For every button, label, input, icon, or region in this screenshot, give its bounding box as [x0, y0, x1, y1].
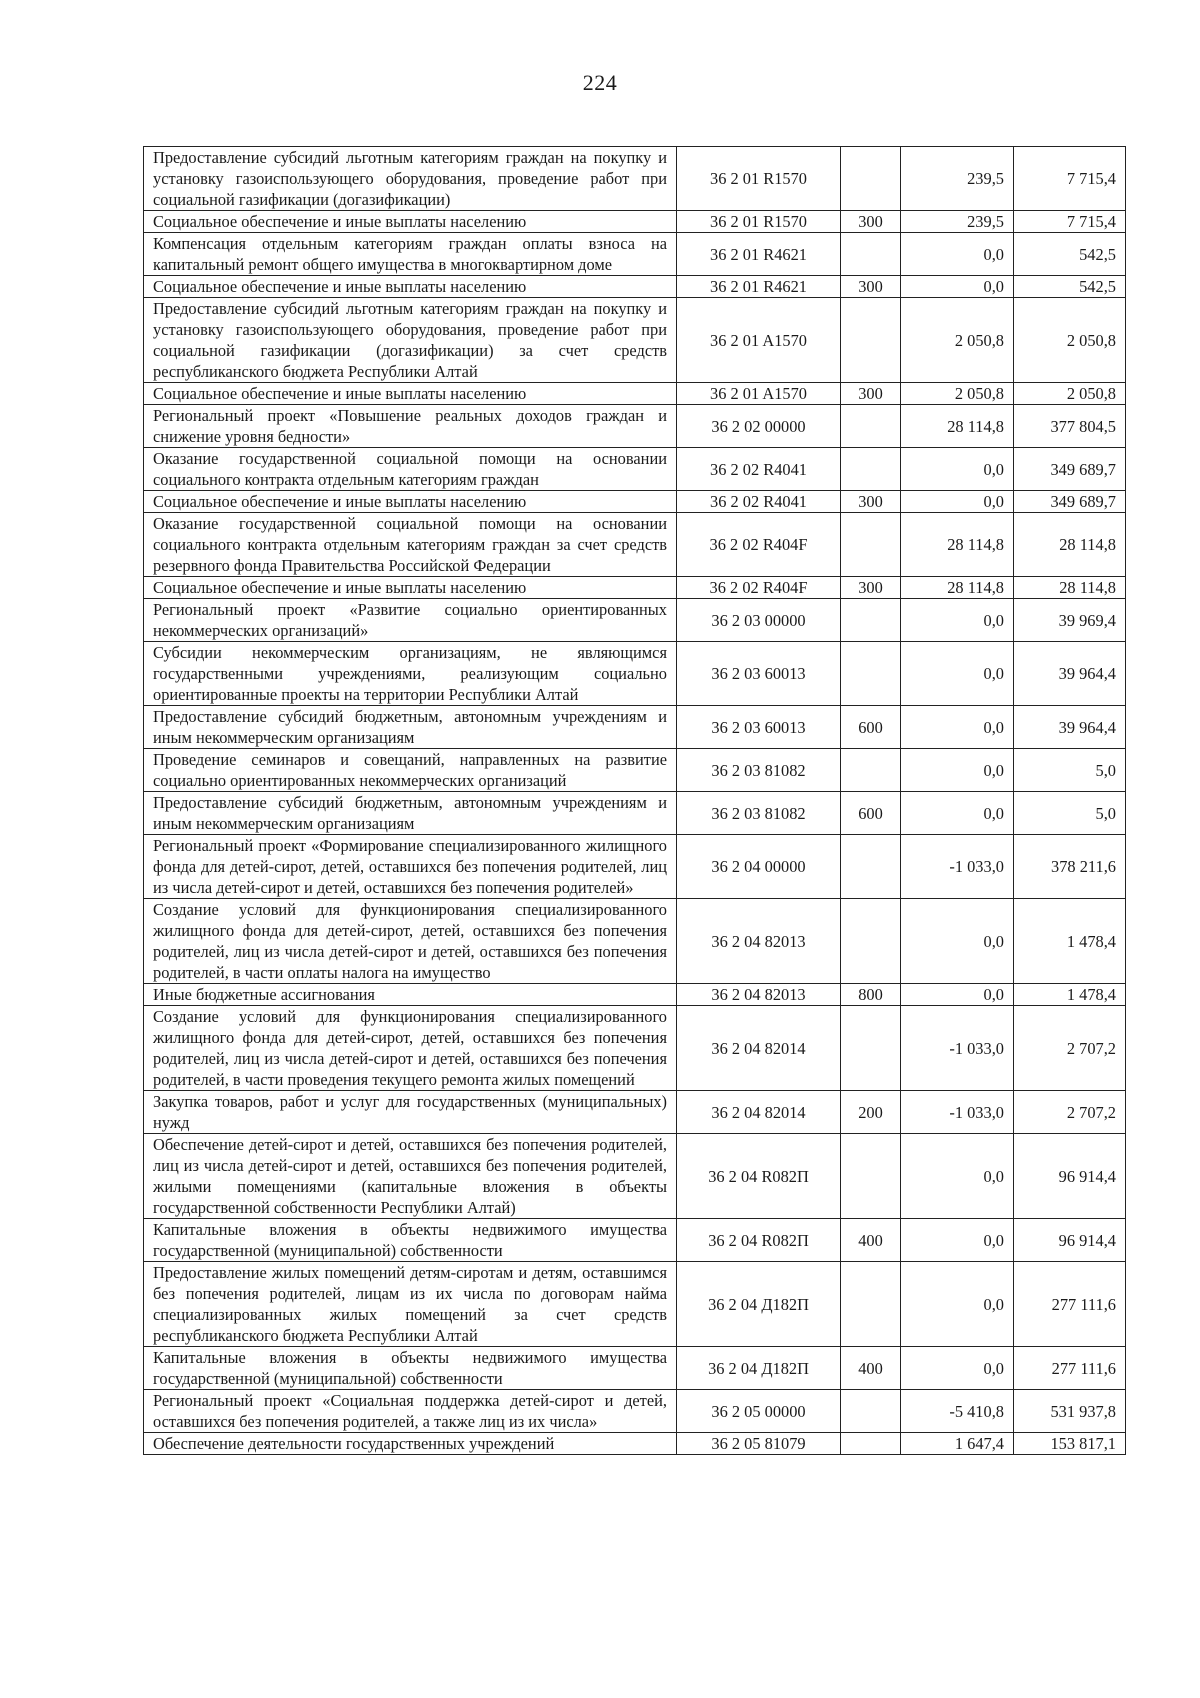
row-target-code: 36 2 01 R1570 [677, 147, 841, 211]
table-row [144, 899, 1126, 984]
row-target-code: 36 2 04 82013 [677, 899, 841, 984]
table-row [144, 513, 1126, 577]
row-target-code: 36 2 02 R404F [677, 513, 841, 577]
row-expense-type [841, 147, 901, 211]
row-description: Субсидии некоммерческим организациям, не являющимся государственными учреждениями, реализующим социально ориентированные проекты на территории Республики Алтай [144, 642, 677, 706]
row-description: Региональный проект «Развитие социально ориентированных некоммерческих организаций» [144, 599, 677, 642]
row-amount-total: 277 111,6 [1014, 1262, 1126, 1347]
row-target-code: 36 2 01 R4621 [677, 233, 841, 276]
row-description: Капитальные вложения в объекты недвижимого имущества государственной (муниципальной) собственности [144, 1219, 677, 1262]
row-amount-change: 0,0 [901, 233, 1014, 276]
table-row [144, 233, 1126, 276]
row-amount-change: 0,0 [901, 749, 1014, 792]
row-expense-type: 600 [841, 792, 901, 835]
row-amount-total: 28 114,8 [1014, 513, 1126, 577]
table-row [144, 749, 1126, 792]
table-row [144, 984, 1126, 1006]
row-amount-change: 2 050,8 [901, 383, 1014, 405]
row-target-code: 36 2 04 82014 [677, 1091, 841, 1134]
row-expense-type: 800 [841, 984, 901, 1006]
row-expense-type [841, 1433, 901, 1455]
row-expense-type [841, 1262, 901, 1347]
row-expense-type: 400 [841, 1347, 901, 1390]
row-amount-total: 153 817,1 [1014, 1433, 1126, 1455]
row-amount-total: 7 715,4 [1014, 147, 1126, 211]
row-amount-change: 0,0 [901, 984, 1014, 1006]
row-target-code: 36 2 04 Д182П [677, 1347, 841, 1390]
row-description: Капитальные вложения в объекты недвижимого имущества государственной (муниципальной) собственности [144, 1347, 677, 1390]
row-description: Социальное обеспечение и иные выплаты населению [144, 383, 677, 405]
row-target-code: 36 2 04 R082П [677, 1134, 841, 1219]
row-amount-total: 349 689,7 [1014, 448, 1126, 491]
row-amount-total: 2 707,2 [1014, 1091, 1126, 1134]
row-amount-change: 0,0 [901, 1262, 1014, 1347]
row-target-code: 36 2 04 00000 [677, 835, 841, 899]
row-target-code: 36 2 05 81079 [677, 1433, 841, 1455]
row-target-code: 36 2 01 A1570 [677, 298, 841, 383]
row-expense-type [841, 1390, 901, 1433]
row-amount-change: 239,5 [901, 147, 1014, 211]
row-target-code: 36 2 03 81082 [677, 792, 841, 835]
row-target-code: 36 2 02 R404F [677, 577, 841, 599]
row-amount-change: -1 033,0 [901, 1006, 1014, 1091]
row-amount-change: -5 410,8 [901, 1390, 1014, 1433]
row-amount-change: -1 033,0 [901, 1091, 1014, 1134]
row-amount-change: 0,0 [901, 642, 1014, 706]
row-target-code: 36 2 01 R4621 [677, 276, 841, 298]
row-expense-type [841, 298, 901, 383]
row-amount-total: 2 050,8 [1014, 383, 1126, 405]
row-description: Оказание государственной социальной помощи на основании социального контракта отдельным категориям граждан [144, 448, 677, 491]
row-expense-type: 300 [841, 211, 901, 233]
row-amount-change: 239,5 [901, 211, 1014, 233]
row-description: Социальное обеспечение и иные выплаты населению [144, 211, 677, 233]
row-amount-total: 277 111,6 [1014, 1347, 1126, 1390]
row-description: Предоставление субсидий льготным категориям граждан на покупку и установку газоиспользующего оборудования, проведение работ при социальной газификации (догазификации) [144, 147, 677, 211]
table-row [144, 298, 1126, 383]
table-row [144, 1219, 1126, 1262]
row-description: Предоставление субсидий бюджетным, автономным учреждениям и иным некоммерческим организациям [144, 792, 677, 835]
row-expense-type [841, 835, 901, 899]
table-row [144, 1091, 1126, 1134]
row-amount-change: 0,0 [901, 1134, 1014, 1219]
table-row [144, 276, 1126, 298]
row-target-code: 36 2 04 82013 [677, 984, 841, 1006]
row-description: Социальное обеспечение и иные выплаты населению [144, 577, 677, 599]
row-target-code: 36 2 04 Д182П [677, 1262, 841, 1347]
table-row [144, 383, 1126, 405]
table-row [144, 835, 1126, 899]
row-expense-type [841, 749, 901, 792]
row-amount-change: 0,0 [901, 1347, 1014, 1390]
row-target-code: 36 2 03 60013 [677, 706, 841, 749]
row-description: Обеспечение деятельности государственных учреждений [144, 1433, 677, 1455]
row-amount-total: 542,5 [1014, 276, 1126, 298]
row-expense-type [841, 1006, 901, 1091]
table-row [144, 706, 1126, 749]
row-amount-total: 2 707,2 [1014, 1006, 1126, 1091]
budget-table-body [144, 147, 1126, 1455]
row-expense-type [841, 448, 901, 491]
row-description: Региональный проект «Социальная поддержка детей-сирот и детей, оставшихся без попечения родителей, а также лиц из их числа» [144, 1390, 677, 1433]
row-amount-total: 39 969,4 [1014, 599, 1126, 642]
row-amount-change: 0,0 [901, 448, 1014, 491]
table-row [144, 448, 1126, 491]
row-amount-change: 1 647,4 [901, 1433, 1014, 1455]
row-amount-total: 28 114,8 [1014, 577, 1126, 599]
table-row [144, 1433, 1126, 1455]
row-amount-change: -1 033,0 [901, 835, 1014, 899]
row-description: Оказание государственной социальной помощи на основании социального контракта отдельным категориям граждан за счет средств резервного фонда Правительства Российской Федерации [144, 513, 677, 577]
table-row [144, 405, 1126, 448]
row-expense-type [841, 1134, 901, 1219]
table-row [144, 1262, 1126, 1347]
table-row [144, 211, 1126, 233]
row-amount-total: 39 964,4 [1014, 642, 1126, 706]
row-target-code: 36 2 04 R082П [677, 1219, 841, 1262]
row-expense-type [841, 233, 901, 276]
row-amount-change: 0,0 [901, 276, 1014, 298]
row-description: Проведение семинаров и совещаний, направленных на развитие социально ориентированных некоммерческих организаций [144, 749, 677, 792]
row-target-code: 36 2 03 00000 [677, 599, 841, 642]
row-target-code: 36 2 05 00000 [677, 1390, 841, 1433]
row-amount-change: 28 114,8 [901, 513, 1014, 577]
row-amount-change: 0,0 [901, 706, 1014, 749]
row-description: Предоставление жилых помещений детям-сиротам и детям, оставшимся без попечения родителей, лицам из их числа по договорам найма специализированных жилых помещений за счет средств республиканского бюджета Республики Алтай [144, 1262, 677, 1347]
row-description: Закупка товаров, работ и услуг для государственных (муниципальных) нужд [144, 1091, 677, 1134]
page-number: 224 [582, 70, 618, 95]
row-target-code: 36 2 02 R4041 [677, 491, 841, 513]
table-row [144, 792, 1126, 835]
row-expense-type: 200 [841, 1091, 901, 1134]
row-target-code: 36 2 02 00000 [677, 405, 841, 448]
row-amount-total: 39 964,4 [1014, 706, 1126, 749]
table-row [144, 491, 1126, 513]
row-amount-total: 1 478,4 [1014, 899, 1126, 984]
row-description: Региональный проект «Формирование специализированного жилищного фонда для детей-сирот, детей, оставшихся без попечения родителей, лиц из числа детей-сирот и детей, оставшихся без попечения родителей» [144, 835, 677, 899]
row-amount-total: 349 689,7 [1014, 491, 1126, 513]
row-description: Предоставление субсидий льготным категориям граждан на покупку и установку газоиспользующего оборудования, проведение работ при социальной газификации (догазификации) за счет средств республиканского бюджета Республики Алтай [144, 298, 677, 383]
row-description: Региональный проект «Повышение реальных доходов граждан и снижение уровня бедности» [144, 405, 677, 448]
row-expense-type: 300 [841, 577, 901, 599]
table-row [144, 577, 1126, 599]
table-row [144, 1006, 1126, 1091]
row-description: Компенсация отдельным категориям граждан оплаты взноса на капитальный ремонт общего имущества в многоквартирном доме [144, 233, 677, 276]
row-amount-change: 0,0 [901, 1219, 1014, 1262]
budget-table [143, 146, 1126, 1455]
row-amount-total: 7 715,4 [1014, 211, 1126, 233]
row-target-code: 36 2 01 A1570 [677, 383, 841, 405]
table-row [144, 1134, 1126, 1219]
row-amount-total: 531 937,8 [1014, 1390, 1126, 1433]
row-expense-type: 600 [841, 706, 901, 749]
row-target-code: 36 2 01 R1570 [677, 211, 841, 233]
table-row [144, 1347, 1126, 1390]
row-description: Обеспечение детей-сирот и детей, оставшихся без попечения родителей, лиц из числа детей-сирот и детей, оставшихся без попечения родителей, жилыми помещениями (капитальные вложения в объекты государственной собственности Республики Алтай) [144, 1134, 677, 1219]
row-target-code: 36 2 02 R4041 [677, 448, 841, 491]
row-amount-change: 0,0 [901, 899, 1014, 984]
row-amount-change: 0,0 [901, 792, 1014, 835]
row-amount-change: 28 114,8 [901, 577, 1014, 599]
row-description: Иные бюджетные ассигнования [144, 984, 677, 1006]
table-row [144, 1390, 1126, 1433]
table-row [144, 147, 1126, 211]
row-description: Социальное обеспечение и иные выплаты населению [144, 491, 677, 513]
row-amount-change: 0,0 [901, 491, 1014, 513]
row-amount-total: 2 050,8 [1014, 298, 1126, 383]
row-expense-type: 300 [841, 491, 901, 513]
row-amount-total: 378 211,6 [1014, 835, 1126, 899]
row-description: Социальное обеспечение и иные выплаты населению [144, 276, 677, 298]
row-expense-type [841, 599, 901, 642]
table-row [144, 642, 1126, 706]
row-target-code: 36 2 03 81082 [677, 749, 841, 792]
row-expense-type [841, 642, 901, 706]
row-description: Предоставление субсидий бюджетным, автономным учреждениям и иным некоммерческим организациям [144, 706, 677, 749]
row-expense-type [841, 405, 901, 448]
row-amount-total: 377 804,5 [1014, 405, 1126, 448]
row-amount-total: 1 478,4 [1014, 984, 1126, 1006]
row-expense-type [841, 899, 901, 984]
row-description: Создание условий для функционирования специализированного жилищного фонда для детей-сирот, детей, оставшихся без попечения родителей, лиц из числа детей-сирот и детей, оставшихся без попечения родителей, в части проведения текущего ремонта жилых помещений [144, 1006, 677, 1091]
row-amount-change: 0,0 [901, 599, 1014, 642]
row-amount-total: 542,5 [1014, 233, 1126, 276]
row-amount-total: 96 914,4 [1014, 1219, 1126, 1262]
row-expense-type: 400 [841, 1219, 901, 1262]
row-expense-type: 300 [841, 383, 901, 405]
row-amount-change: 2 050,8 [901, 298, 1014, 383]
row-target-code: 36 2 04 82014 [677, 1006, 841, 1091]
row-expense-type [841, 513, 901, 577]
row-amount-total: 5,0 [1014, 749, 1126, 792]
table-row [144, 599, 1126, 642]
row-description: Создание условий для функционирования специализированного жилищного фонда для детей-сирот, детей, оставшихся без попечения родителей, лиц из числа детей-сирот и детей, оставшихся без попечения родителей, в части оплаты налога на имущество [144, 899, 677, 984]
row-target-code: 36 2 03 60013 [677, 642, 841, 706]
row-amount-total: 5,0 [1014, 792, 1126, 835]
row-amount-total: 96 914,4 [1014, 1134, 1126, 1219]
row-amount-change: 28 114,8 [901, 405, 1014, 448]
row-expense-type: 300 [841, 276, 901, 298]
